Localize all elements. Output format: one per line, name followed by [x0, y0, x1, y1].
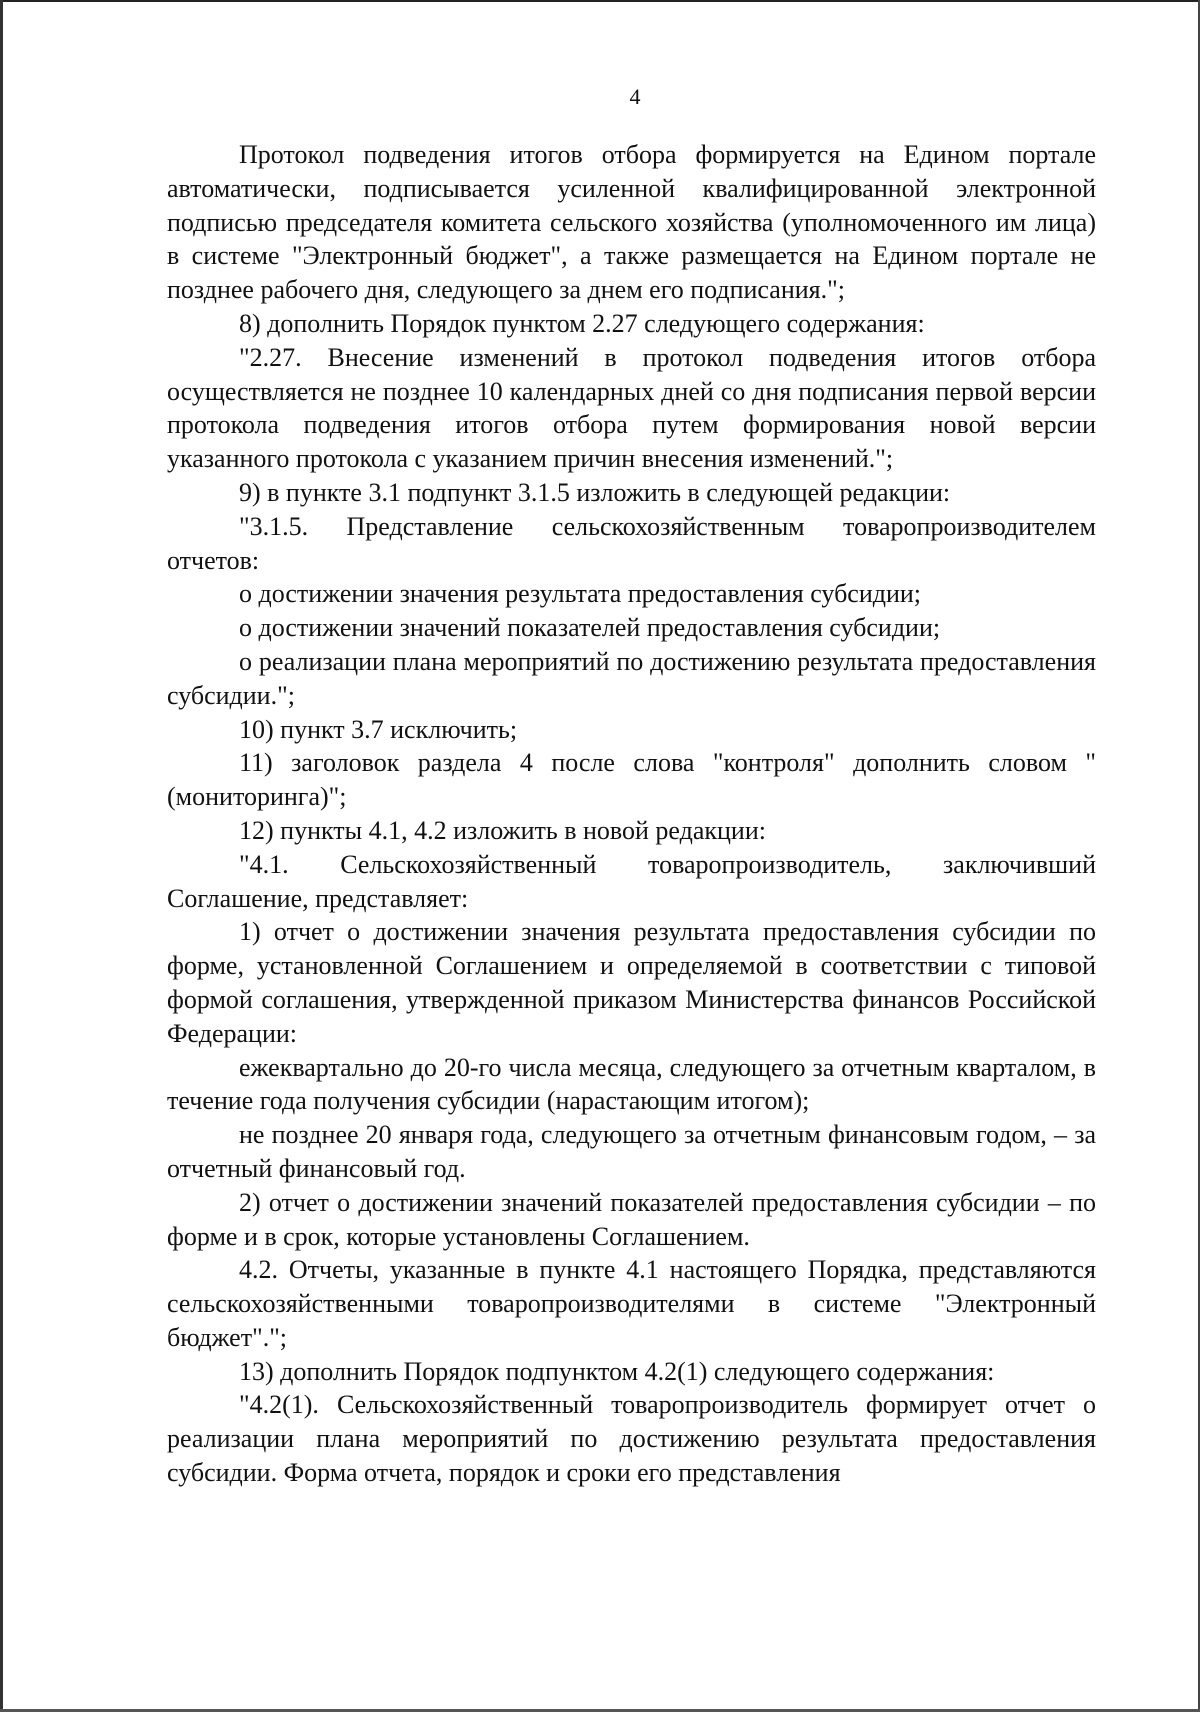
paragraph: 4.2. Отчеты, указанные в пункте 4.1 настоящего Порядка, представляются сельскохозяйственными товаропроизводителями в системе "Электронный бюджет".";	[167, 1255, 1096, 1352]
paragraph: 1) отчет о достижении значения результата предоставления субсидии по форме, установленной Соглашением и определяемой в соответствии с типовой формой соглашения, утвержденной приказом Министерства финансов Российской Федерации:	[167, 917, 1096, 1048]
scan-edge-left	[0, 0, 3, 1712]
paragraph: "4.2(1). Сельскохозяйственный товаропроизводитель формирует отчет о реализации плана мероприятий по достижению результата предоставления субсидии. Форма отчета, порядок и сроки его представления	[167, 1390, 1096, 1488]
paragraph: 11) заголовок раздела 4 после слова "контроля" дополнить словом "(мониторинга)";	[167, 748, 1096, 812]
paragraph: Протокол подведения итогов отбора формируется на Едином портале автоматически, подписывается усиленной квалифицированной электронной подписью председателя комитета сельского хозяйства (уполномоченного им лица) в системе "Электронный бюджет", а также размещается на Едином портале не позднее рабочего дня, следующего за днем его подписания.";	[167, 140, 1096, 305]
scan-edge-top	[0, 0, 1200, 2]
paragraph: не позднее 20 января года, следующего за отчетным финансовым годом, – за отчетный финансовый год.	[167, 1120, 1096, 1183]
paragraph: 2) отчет о достижении значений показателей предоставления субсидии – по форме и в срок, которые установлены Соглашением.	[167, 1187, 1096, 1251]
paragraph: о реализации плана мероприятий по достижению результата предоставления субсидии.";	[167, 646, 1096, 710]
paragraph: 10) пункт 3.7 исключить;	[239, 714, 518, 744]
paragraph: ежеквартально до 20-го числа месяца, следующего за отчетным кварталом, в течение года получения субсидии (нарастающим итогом);	[167, 1052, 1096, 1116]
paragraph: 8) дополнить Порядок пунктом 2.27 следующего содержания:	[239, 308, 925, 338]
paragraph: "2.27. Внесение изменений в протокол подведения итогов отбора осуществляется не позднее 10 календарных дней со дня подписания первой версии протокола подведения итогов отбора путем формирования новой версии указанного протокола с указанием причин внесения изменений.";	[167, 342, 1096, 474]
paragraph: 12) пункты 4.1, 4.2 изложить в новой редакции:	[239, 815, 766, 845]
paragraph: 9) в пункте 3.1 подпункт 3.1.5 изложить в следующей редакции:	[239, 477, 951, 507]
paragraph: "4.1. Сельскохозяйственный товаропроизводитель, заключивший Соглашение, представляет:	[167, 849, 1096, 913]
paragraph: 13) дополнить Порядок подпунктом 4.2(1) следующего содержания:	[239, 1356, 995, 1386]
paragraph: о достижении значения результата предоставления субсидии;	[239, 579, 922, 609]
paragraph: о достижении значений показателей предоставления субсидии;	[239, 613, 941, 643]
page-number: 4	[629, 84, 641, 109]
document-body	[167, 138, 1096, 1490]
paragraph: "3.1.5. Представление сельскохозяйственным товаропроизводителем отчетов:	[167, 511, 1096, 575]
